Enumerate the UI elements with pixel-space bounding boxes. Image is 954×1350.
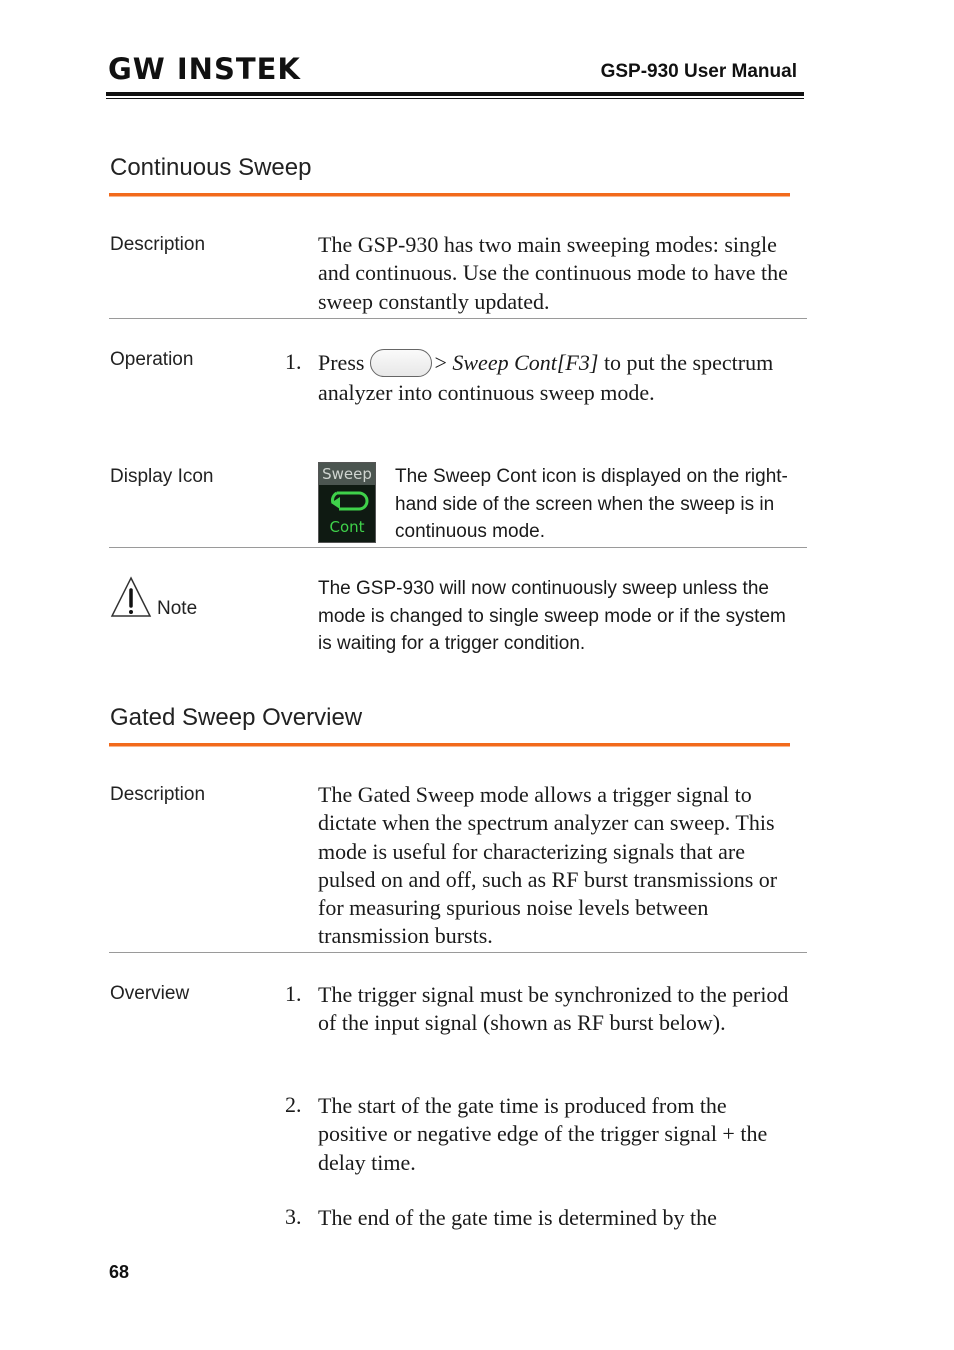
icon-bottom-label: Cont xyxy=(329,518,365,536)
display-icon-label: Display Icon xyxy=(110,466,214,487)
description-label: Description xyxy=(110,234,206,255)
overview-item-text: The trigger signal must be synchronized to the period of the input signal (shown as RF burst below). xyxy=(318,982,789,1036)
operation-label: Operation xyxy=(110,349,194,370)
overview-label: Overview xyxy=(110,983,190,1004)
note-label: Note xyxy=(157,598,198,619)
warning-triangle-icon xyxy=(110,576,152,618)
arrow-text: > xyxy=(434,350,447,375)
overview-item-text: The start of the gate time is produced from the positive or negative edge of the trigger signal + the delay time. xyxy=(318,1093,768,1175)
description-text: The GSP-930 has two main sweeping modes: single and continuous. Use the continuous mode to have the sweep constantly updated. xyxy=(318,232,788,314)
description-text: The Gated Sweep mode allows a trigger signal to dictate when the spectrum analyzer can sweep. This mode is useful for characterizing signals that are pulsed on and off, such as RF burst transmissions or for measuring spurious noise levels between transmission bursts. xyxy=(318,782,778,949)
overview-item-number: 2. xyxy=(285,1092,302,1117)
loop-arrow-icon xyxy=(327,490,369,512)
divider xyxy=(109,952,807,953)
press-text: Press xyxy=(318,350,365,375)
overview-item-text: The end of the gate time is determined by the xyxy=(318,1205,717,1230)
operation-rest: to put the spectrum analyzer into continuous sweep mode. xyxy=(318,350,774,405)
page-number: 68 xyxy=(109,1262,130,1282)
header-rule xyxy=(106,92,804,96)
section-title-gated-sweep: Gated Sweep Overview xyxy=(110,704,363,731)
section-rule xyxy=(109,743,790,746)
header-rule-thin xyxy=(106,98,804,99)
overview-item-number: 3. xyxy=(285,1204,302,1229)
section-title-continuous-sweep: Continuous Sweep xyxy=(110,154,312,181)
sweep-cont-icon xyxy=(318,462,376,543)
divider xyxy=(109,318,807,319)
description-label: Description xyxy=(110,784,206,805)
operation-step xyxy=(318,349,788,407)
icon-top-label: Sweep xyxy=(319,463,375,485)
display-icon-text: The Sweep Cont icon is displayed on the right-hand side of the screen when the sweep is in continuous mode. xyxy=(395,466,788,542)
brand-logo xyxy=(108,52,301,86)
divider xyxy=(109,547,807,548)
note-text: The GSP-930 will now continuously sweep unless the mode is changed to single sweep mode or if the system is waiting for a trigger condition. xyxy=(318,578,786,654)
manual-title: GSP-930 User Manual xyxy=(600,61,797,82)
sweep-key-button[interactable] xyxy=(370,349,432,377)
brand-logo-text: GW INSTEK xyxy=(108,52,301,86)
overview-item-number: 1. xyxy=(285,981,302,1006)
section-rule xyxy=(109,193,790,196)
operation-number: 1. xyxy=(285,349,302,374)
softkey-text: Sweep Cont[F3] xyxy=(452,350,599,375)
